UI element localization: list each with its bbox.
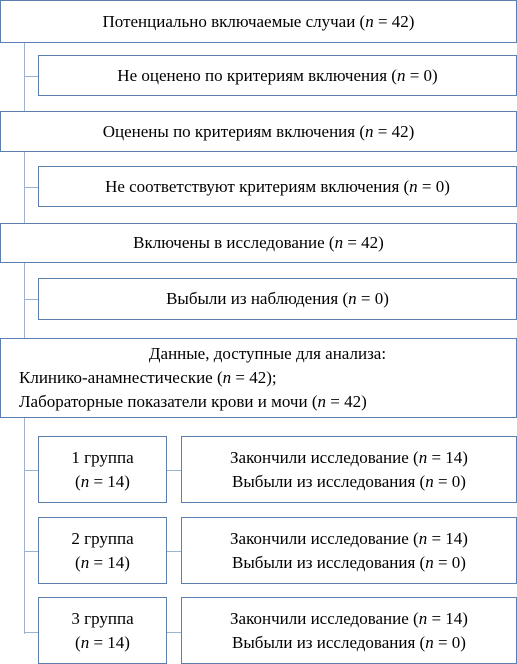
connector-branch-1 [24,76,38,77]
box-included-text: Включены в исследование (n = 42) [133,233,384,252]
box-dropped-observation [38,278,517,320]
connector-main-1 [24,43,25,111]
group-1-dropped: Выбыли из исследования (n = 0) [232,471,466,491]
box-group-1-result [181,436,517,503]
group-2-dropped: Выбыли из исследования (n = 0) [232,552,466,572]
connector-group-2-result [167,551,181,552]
box-group-2-result [181,517,517,584]
box-not-meet-criteria [38,166,517,207]
box-not-evaluated [38,55,517,96]
box-group-2 [38,517,167,584]
box-not-evaluated-text: Не оценено по критериям включения (n = 0) [117,65,438,85]
box-not-meet-criteria-text: Не соответствуют критериям включения (n = 0) [105,176,450,196]
group-3-count: (n = 14) [75,632,130,652]
connector-main-4 [24,418,25,634]
box-potential-cases [0,0,517,43]
box-group-1 [38,436,167,503]
connector-group-1-result [167,470,181,471]
box-evaluated [0,111,517,152]
group-1-finished: Закончили исследование (n = 14) [230,447,468,467]
connector-group-3 [24,632,38,633]
connector-branch-3 [24,299,38,300]
group-2-finished: Закончили исследование (n = 14) [230,528,468,548]
group-3-dropped: Выбыли из исследования (n = 0) [232,632,466,652]
group-2-count: (n = 14) [75,552,130,572]
connector-main-3 [24,263,25,338]
box-group-3 [38,597,167,664]
box-evaluated-text: Оценены по критериям включения (n = 42) [102,121,415,141]
box-included [0,223,517,263]
available-data-clinical: Клинико-анамнестические (n = 42); [19,368,277,387]
available-data-heading: Данные, доступные для анализа: [148,344,387,363]
box-available-data [0,338,517,418]
group-1-label: 1 группа [71,447,134,467]
group-3-finished: Закончили исследование (n = 14) [230,608,468,628]
connector-group-2 [24,551,38,552]
group-3-label: 3 группа [71,608,134,628]
box-group-3-result [181,597,517,664]
box-dropped-observation-text: Выбыли из наблюдения (n = 0) [166,289,389,308]
group-2-label: 2 группа [71,528,134,548]
box-potential-cases-text: Потенциально включаемые случаи (n = 42) [102,11,415,31]
connector-group-3-result [167,632,181,633]
connector-group-1 [24,470,38,471]
connector-branch-2 [24,187,38,188]
available-data-lab: Лабораторные показатели крови и мочи (n = 42) [19,392,367,411]
group-1-count: (n = 14) [75,471,130,491]
